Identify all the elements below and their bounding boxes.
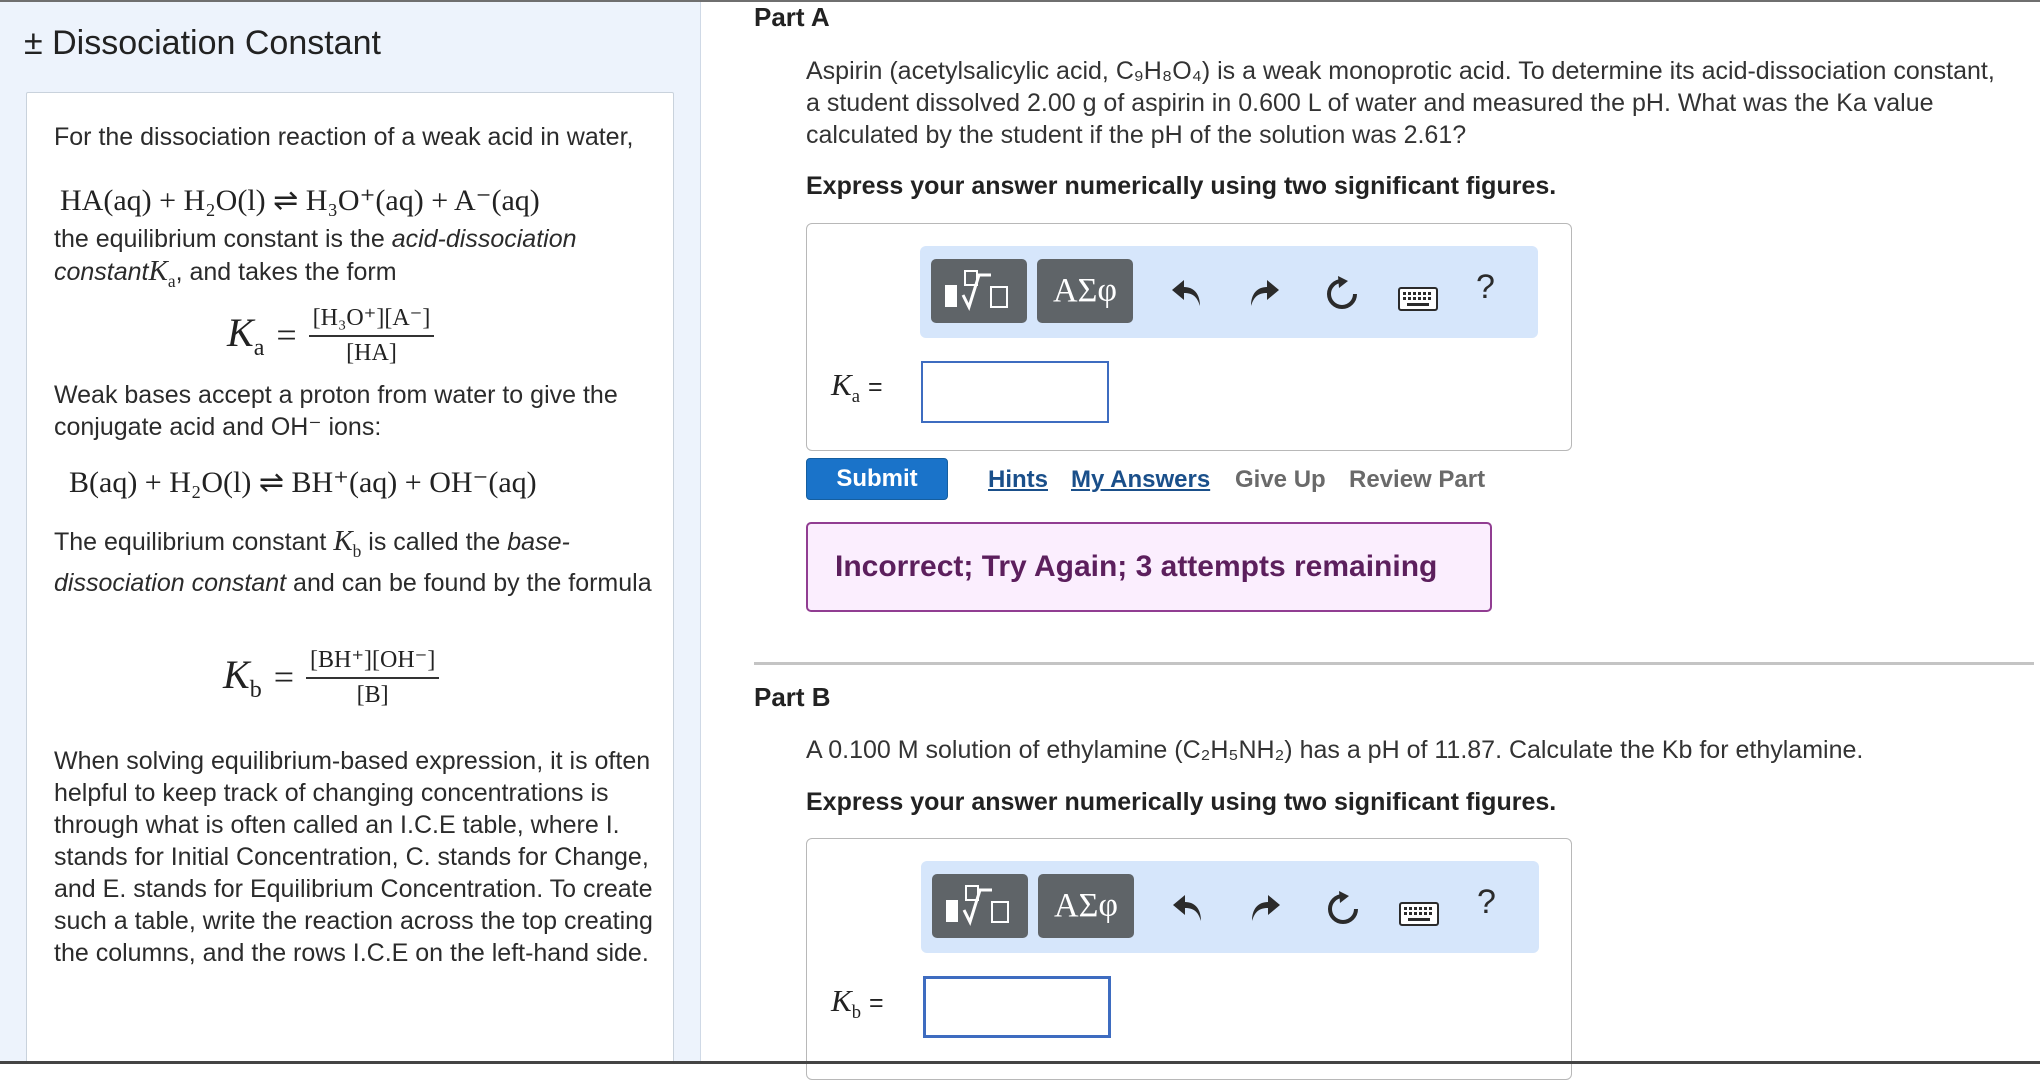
intro-text-2b: acid-dissociation constant [54, 225, 577, 286]
kb-text [54, 525, 654, 599]
kb-fraction [306, 645, 439, 709]
kb-equals-sign: = [868, 989, 884, 1017]
my-answers-link[interactable]: My Answers [1071, 466, 1211, 493]
intro-box [26, 92, 674, 1061]
templates-button[interactable] [931, 259, 1027, 323]
part-a-math-toolbar [920, 246, 1538, 338]
ka-fraction [309, 303, 435, 367]
intro-text-2c: , and takes the form [175, 258, 397, 286]
bases-text: Weak bases accept a proton from water to give the conjugate acid and OH⁻ ions: [54, 381, 618, 441]
undo-icon[interactable] [1170, 276, 1204, 316]
part-a-instruction: Express your answer numerically using two significant figures. [806, 172, 1557, 200]
kb-equals: = [273, 657, 294, 697]
ka-equals: = [276, 315, 297, 355]
part-b-title: Part B [754, 682, 831, 712]
intro-panel [0, 2, 701, 1061]
part-b-instruction: Express your answer numerically using two significant figures. [806, 788, 1557, 816]
kb-text-a: The equilibrium constant [54, 528, 334, 556]
help-button[interactable]: ? [1476, 268, 1495, 306]
sqrt-template-icon [941, 269, 1017, 313]
feedback-message: Incorrect; Try Again; 3 attempts remaining [806, 522, 1492, 612]
intro-text-2 [54, 223, 654, 297]
reset-icon[interactable] [1325, 891, 1361, 933]
kb-text-b: is called the [361, 528, 508, 556]
redo-icon[interactable] [1247, 276, 1281, 316]
ice-table-text: When solving equilibrium-based expression, it is often helpful to keep track of changing concentrations is through what is often called an I.C.E table, where I. stands for Initial Concentration, C. stands for Change, and E. stands for Equilibrium Concentration. To create such a table, write the reaction across the top creating the columns, and the rows I.C.E on the left-hand side. [54, 747, 653, 967]
base-dissociation-equation: B(aq) + H₂O(l) ⇌ BH⁺(aq) + OH⁻(aq) [69, 466, 537, 499]
ka-inline: $K_a$ [148, 255, 176, 291]
help-button[interactable]: ? [1477, 883, 1496, 921]
ka-denominator: [HA] [346, 340, 397, 366]
kb-text-d: and can be found by the formula [286, 568, 652, 597]
part-divider [754, 662, 2034, 665]
ka-answer-input[interactable] [921, 361, 1109, 423]
kb-numerator: [BH⁺][OH⁻] [306, 645, 439, 679]
panel-title: ± Dissociation Constant [24, 24, 381, 62]
part-a-answer-box [806, 223, 1572, 451]
sqrt-template-icon [942, 884, 1018, 928]
ka-equals-sign: = [867, 373, 883, 401]
give-up-link[interactable]: Give Up [1235, 466, 1326, 493]
part-a-question: Aspirin (acetylsalicylic acid, C₉H₈O₄) is a weak monoprotic acid. To determine its acid-dissociation constant, a student dissolved 2.00 g of aspirin in 0.600 L of water and measured the pH. What was the Ka value calculated by the student if the pH of the solution was 2.61? [806, 57, 1995, 149]
ka-formula [227, 303, 434, 367]
ka-symbol: $K_a$ [227, 309, 265, 361]
kb-text-c: base-dissociation constant [54, 528, 570, 597]
hints-link[interactable]: Hints [988, 466, 1048, 493]
kb-formula [223, 645, 439, 709]
templates-button[interactable] [932, 874, 1028, 938]
reset-icon[interactable] [1324, 276, 1360, 318]
ka-variable-label: $K_a$ = [831, 367, 883, 408]
kb-answer-input[interactable] [923, 976, 1111, 1038]
acid-dissociation-equation: HA(aq) + H₂O(l) ⇌ H₃O⁺(aq) + A⁻(aq) [60, 184, 540, 217]
review-part-link[interactable]: Review Part [1349, 466, 1486, 493]
kb-variable-label: $K_b$ = [831, 983, 884, 1024]
intro-text-1: For the dissociation reaction of a weak acid in water, [54, 123, 634, 151]
symbols-button[interactable]: ΑΣφ [1038, 874, 1134, 938]
symbols-button[interactable]: ΑΣφ [1037, 259, 1133, 323]
kb-inline: $K_b$ [333, 525, 362, 561]
keyboard-icon[interactable] [1399, 898, 1439, 932]
kb-denominator: [B] [356, 682, 389, 708]
submit-button[interactable]: Submit [806, 458, 948, 500]
part-b-answer-box [806, 838, 1572, 1080]
part-a-title: Part A [754, 2, 830, 32]
intro-text-2a: the equilibrium constant is the [54, 225, 392, 253]
part-b-math-toolbar [921, 861, 1539, 953]
part-b-question: A 0.100 M solution of ethylamine (C₂H₅NH₂) has a pH of 11.87. Calculate the Kb for ethylamine. [806, 736, 1864, 764]
keyboard-icon[interactable] [1398, 283, 1438, 317]
undo-icon[interactable] [1171, 891, 1205, 931]
kb-symbol: $K_b$ [223, 651, 262, 703]
ka-numerator: [H₃O⁺][A⁻] [309, 303, 435, 337]
redo-icon[interactable] [1248, 891, 1282, 931]
